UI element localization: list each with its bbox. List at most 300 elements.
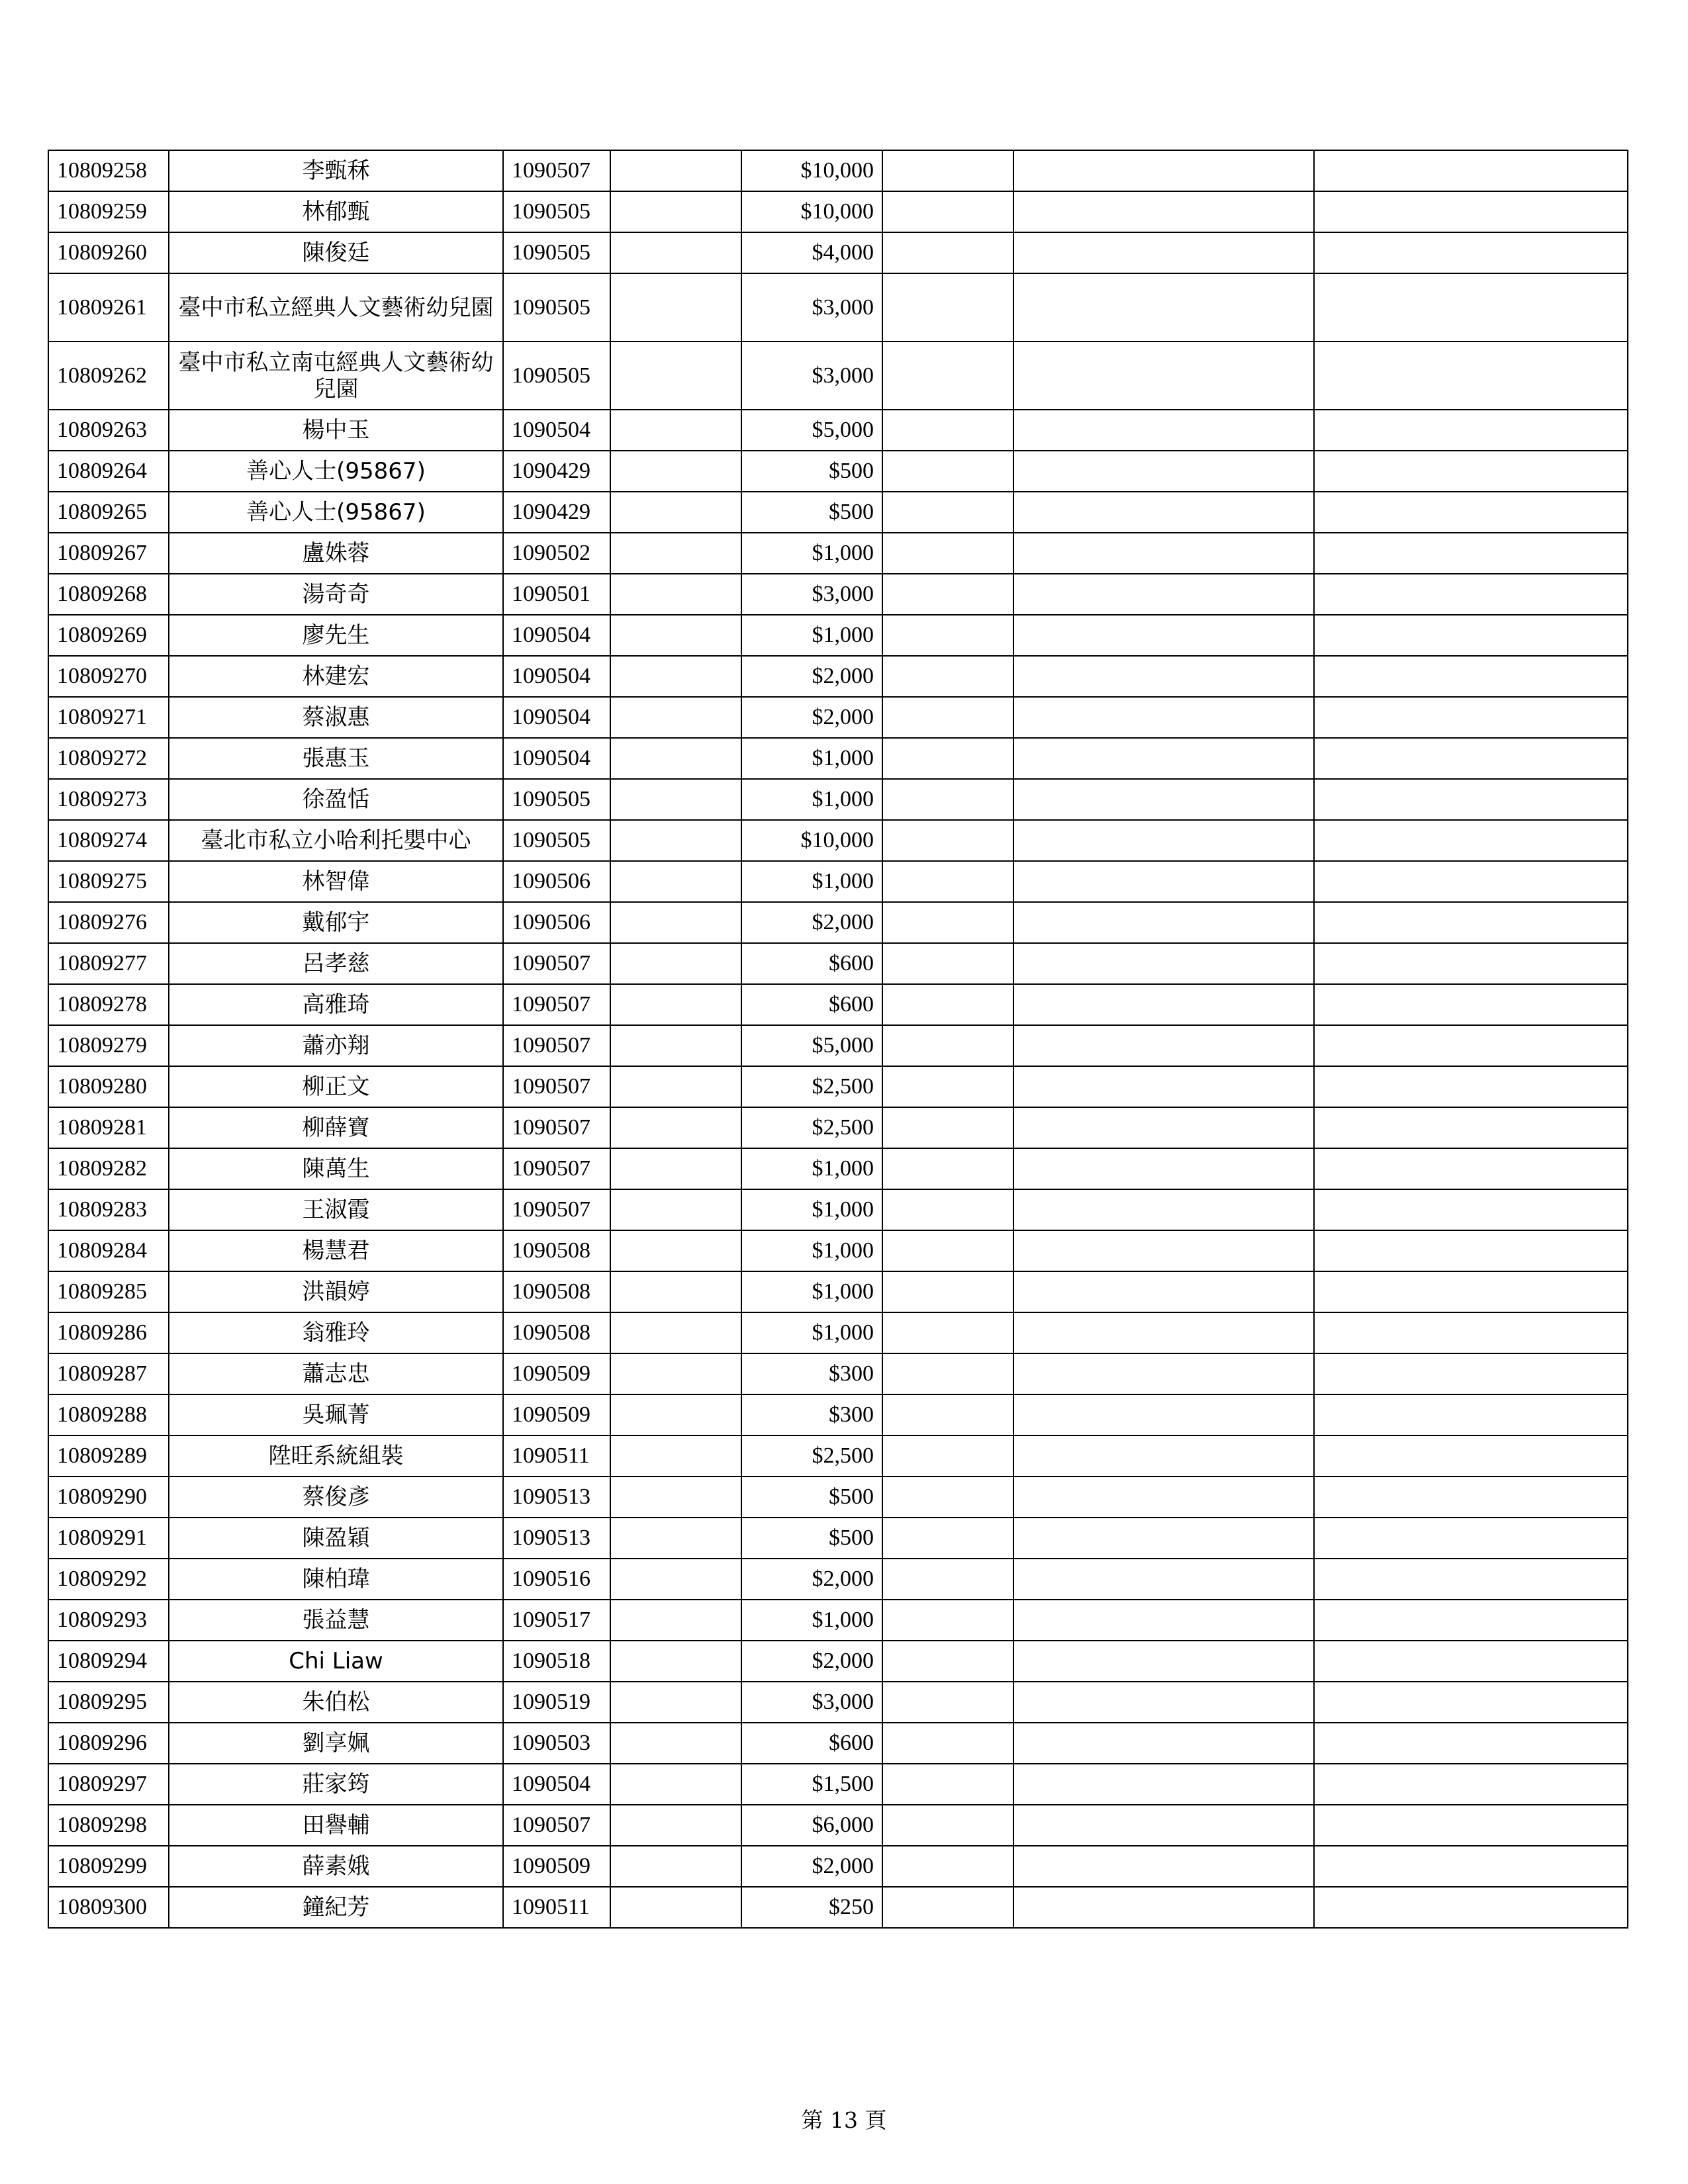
- amount-cell: $2,000: [741, 697, 882, 738]
- id-cell: 10809283: [48, 1189, 169, 1230]
- name-cell: 臺中市私立經典人文藝術幼兒園: [169, 273, 503, 341]
- empty-cell-c: [1013, 738, 1314, 779]
- name-cell: 張惠玉: [169, 738, 503, 779]
- table-row: [48, 1353, 1628, 1394]
- empty-cell-c: [1013, 779, 1314, 820]
- empty-cell-b: [882, 1107, 1013, 1148]
- empty-cell-b: [882, 341, 1013, 410]
- table-row: [48, 191, 1628, 232]
- empty-cell-c: [1013, 341, 1314, 410]
- empty-cell-d: [1314, 779, 1628, 820]
- empty-cell-d: [1314, 1723, 1628, 1764]
- empty-cell-b: [882, 1846, 1013, 1887]
- empty-cell-a: [610, 1846, 741, 1887]
- ledger-body: [48, 150, 1628, 1928]
- id-cell: 10809281: [48, 1107, 169, 1148]
- table-row: [48, 1025, 1628, 1066]
- amount-cell: $1,000: [741, 1312, 882, 1353]
- empty-cell-d: [1314, 451, 1628, 492]
- empty-cell-c: [1013, 492, 1314, 533]
- name-cell: 湯奇奇: [169, 574, 503, 615]
- id-cell: 10809278: [48, 984, 169, 1025]
- empty-cell-c: [1013, 1887, 1314, 1928]
- amount-cell: $1,000: [741, 1230, 882, 1271]
- table-row: [48, 1600, 1628, 1641]
- empty-cell-c: [1013, 1271, 1314, 1312]
- date-cell: 1090517: [503, 1600, 610, 1641]
- empty-cell-b: [882, 1312, 1013, 1353]
- amount-cell: $1,000: [741, 1148, 882, 1189]
- empty-cell-a: [610, 451, 741, 492]
- date-cell: 1090506: [503, 861, 610, 902]
- empty-cell-a: [610, 1148, 741, 1189]
- empty-cell-c: [1013, 984, 1314, 1025]
- table-row: [48, 1107, 1628, 1148]
- amount-cell: $500: [741, 1518, 882, 1559]
- table-row: [48, 984, 1628, 1025]
- amount-cell: $6,000: [741, 1805, 882, 1846]
- empty-cell-d: [1314, 410, 1628, 451]
- empty-cell-a: [610, 1764, 741, 1805]
- amount-cell: $2,000: [741, 1846, 882, 1887]
- date-cell: 1090509: [503, 1846, 610, 1887]
- name-cell: 洪韻婷: [169, 1271, 503, 1312]
- empty-cell-a: [610, 861, 741, 902]
- empty-cell-a: [610, 1641, 741, 1682]
- empty-cell-a: [610, 1723, 741, 1764]
- empty-cell-d: [1314, 1887, 1628, 1928]
- id-cell: 10809264: [48, 451, 169, 492]
- empty-cell-d: [1314, 1641, 1628, 1682]
- table-row: [48, 1189, 1628, 1230]
- table-row: [48, 1148, 1628, 1189]
- date-cell: 1090504: [503, 410, 610, 451]
- table-row: [48, 738, 1628, 779]
- empty-cell-c: [1013, 1025, 1314, 1066]
- amount-cell: $10,000: [741, 150, 882, 191]
- empty-cell-b: [882, 1394, 1013, 1435]
- amount-cell: $2,000: [741, 902, 882, 943]
- date-cell: 1090429: [503, 451, 610, 492]
- date-cell: 1090511: [503, 1887, 610, 1928]
- id-cell: 10809292: [48, 1559, 169, 1600]
- table-row: [48, 451, 1628, 492]
- name-cell: 林郁甄: [169, 191, 503, 232]
- id-cell: 10809258: [48, 150, 169, 191]
- name-cell: 田譽輔: [169, 1805, 503, 1846]
- date-cell: 1090507: [503, 1189, 610, 1230]
- empty-cell-d: [1314, 150, 1628, 191]
- name-cell: 楊中玉: [169, 410, 503, 451]
- table-row: [48, 1641, 1628, 1682]
- date-cell: 1090507: [503, 984, 610, 1025]
- table-row: [48, 1435, 1628, 1477]
- empty-cell-d: [1314, 1107, 1628, 1148]
- name-cell: 翁雅玲: [169, 1312, 503, 1353]
- id-cell: 10809280: [48, 1066, 169, 1107]
- amount-cell: $1,000: [741, 615, 882, 656]
- amount-cell: $1,000: [741, 738, 882, 779]
- date-cell: 1090508: [503, 1312, 610, 1353]
- empty-cell-b: [882, 1477, 1013, 1518]
- empty-cell-a: [610, 492, 741, 533]
- table-row: [48, 1805, 1628, 1846]
- empty-cell-d: [1314, 943, 1628, 984]
- amount-cell: $1,000: [741, 1271, 882, 1312]
- empty-cell-b: [882, 779, 1013, 820]
- empty-cell-c: [1013, 1066, 1314, 1107]
- empty-cell-d: [1314, 820, 1628, 861]
- empty-cell-b: [882, 738, 1013, 779]
- amount-cell: $5,000: [741, 1025, 882, 1066]
- date-cell: 1090504: [503, 615, 610, 656]
- date-cell: 1090506: [503, 902, 610, 943]
- empty-cell-a: [610, 1887, 741, 1928]
- empty-cell-d: [1314, 1518, 1628, 1559]
- empty-cell-d: [1314, 1312, 1628, 1353]
- empty-cell-a: [610, 1353, 741, 1394]
- empty-cell-b: [882, 1723, 1013, 1764]
- amount-cell: $2,000: [741, 1641, 882, 1682]
- date-cell: 1090504: [503, 738, 610, 779]
- id-cell: 10809259: [48, 191, 169, 232]
- empty-cell-d: [1314, 861, 1628, 902]
- table-row: [48, 1271, 1628, 1312]
- empty-cell-c: [1013, 1189, 1314, 1230]
- amount-cell: $500: [741, 492, 882, 533]
- table-row: [48, 273, 1628, 341]
- table-row: [48, 492, 1628, 533]
- name-cell: 柳薛寶: [169, 1107, 503, 1148]
- empty-cell-a: [610, 738, 741, 779]
- date-cell: 1090516: [503, 1559, 610, 1600]
- name-cell: 臺北市私立小哈利托嬰中心: [169, 820, 503, 861]
- table-row: [48, 232, 1628, 273]
- empty-cell-b: [882, 1887, 1013, 1928]
- empty-cell-d: [1314, 1559, 1628, 1600]
- id-cell: 10809267: [48, 533, 169, 574]
- empty-cell-b: [882, 615, 1013, 656]
- id-cell: 10809274: [48, 820, 169, 861]
- table-row: [48, 861, 1628, 902]
- name-cell: 陳俊廷: [169, 232, 503, 273]
- id-cell: 10809284: [48, 1230, 169, 1271]
- date-cell: 1090507: [503, 1805, 610, 1846]
- table-row: [48, 1559, 1628, 1600]
- empty-cell-c: [1013, 1435, 1314, 1477]
- empty-cell-c: [1013, 1846, 1314, 1887]
- empty-cell-d: [1314, 1148, 1628, 1189]
- empty-cell-a: [610, 1312, 741, 1353]
- amount-cell: $4,000: [741, 232, 882, 273]
- date-cell: 1090519: [503, 1682, 610, 1723]
- table-row: [48, 820, 1628, 861]
- empty-cell-a: [610, 1025, 741, 1066]
- amount-cell: $600: [741, 984, 882, 1025]
- empty-cell-a: [610, 1559, 741, 1600]
- empty-cell-b: [882, 1066, 1013, 1107]
- id-cell: 10809288: [48, 1394, 169, 1435]
- empty-cell-d: [1314, 1477, 1628, 1518]
- date-cell: 1090507: [503, 1148, 610, 1189]
- table-row: [48, 410, 1628, 451]
- date-cell: 1090508: [503, 1230, 610, 1271]
- amount-cell: $300: [741, 1353, 882, 1394]
- empty-cell-b: [882, 902, 1013, 943]
- empty-cell-b: [882, 1764, 1013, 1805]
- amount-cell: $3,000: [741, 341, 882, 410]
- id-cell: 10809277: [48, 943, 169, 984]
- id-cell: 10809285: [48, 1271, 169, 1312]
- empty-cell-b: [882, 232, 1013, 273]
- name-cell: 林智偉: [169, 861, 503, 902]
- empty-cell-b: [882, 1353, 1013, 1394]
- table-row: [48, 150, 1628, 191]
- date-cell: 1090429: [503, 492, 610, 533]
- table-row: [48, 1764, 1628, 1805]
- empty-cell-a: [610, 191, 741, 232]
- name-cell: 鐘紀芳: [169, 1887, 503, 1928]
- id-cell: 10809265: [48, 492, 169, 533]
- id-cell: 10809268: [48, 574, 169, 615]
- empty-cell-a: [610, 1805, 741, 1846]
- empty-cell-a: [610, 943, 741, 984]
- empty-cell-b: [882, 984, 1013, 1025]
- id-cell: 10809276: [48, 902, 169, 943]
- empty-cell-c: [1013, 273, 1314, 341]
- empty-cell-a: [610, 410, 741, 451]
- empty-cell-c: [1013, 191, 1314, 232]
- id-cell: 10809293: [48, 1600, 169, 1641]
- amount-cell: $500: [741, 1477, 882, 1518]
- empty-cell-b: [882, 1435, 1013, 1477]
- date-cell: 1090504: [503, 1764, 610, 1805]
- empty-cell-a: [610, 820, 741, 861]
- empty-cell-d: [1314, 191, 1628, 232]
- id-cell: 10809269: [48, 615, 169, 656]
- amount-cell: $1,000: [741, 1189, 882, 1230]
- empty-cell-c: [1013, 1805, 1314, 1846]
- empty-cell-a: [610, 1394, 741, 1435]
- donation-ledger-sheet: [48, 150, 1627, 1929]
- empty-cell-c: [1013, 1230, 1314, 1271]
- table-row: [48, 656, 1628, 697]
- empty-cell-d: [1314, 1682, 1628, 1723]
- name-cell: 陞旺系統組裝: [169, 1435, 503, 1477]
- empty-cell-a: [610, 533, 741, 574]
- empty-cell-b: [882, 861, 1013, 902]
- empty-cell-a: [610, 902, 741, 943]
- empty-cell-d: [1314, 1600, 1628, 1641]
- date-cell: 1090505: [503, 191, 610, 232]
- table-row: [48, 1477, 1628, 1518]
- date-cell: 1090505: [503, 779, 610, 820]
- empty-cell-d: [1314, 697, 1628, 738]
- table-row: [48, 1230, 1628, 1271]
- empty-cell-a: [610, 150, 741, 191]
- empty-cell-b: [882, 451, 1013, 492]
- empty-cell-c: [1013, 451, 1314, 492]
- empty-cell-d: [1314, 1435, 1628, 1477]
- amount-cell: $1,000: [741, 1600, 882, 1641]
- name-cell: 劉享姵: [169, 1723, 503, 1764]
- name-cell: 廖先生: [169, 615, 503, 656]
- name-cell: Chi Liaw: [169, 1641, 503, 1682]
- empty-cell-a: [610, 984, 741, 1025]
- amount-cell: $1,000: [741, 533, 882, 574]
- empty-cell-d: [1314, 1189, 1628, 1230]
- id-cell: 10809289: [48, 1435, 169, 1477]
- empty-cell-d: [1314, 341, 1628, 410]
- empty-cell-d: [1314, 615, 1628, 656]
- empty-cell-a: [610, 232, 741, 273]
- amount-cell: $3,000: [741, 1682, 882, 1723]
- empty-cell-a: [610, 1271, 741, 1312]
- empty-cell-a: [610, 1477, 741, 1518]
- empty-cell-c: [1013, 1394, 1314, 1435]
- id-cell: 10809262: [48, 341, 169, 410]
- empty-cell-a: [610, 1518, 741, 1559]
- id-cell: 10809263: [48, 410, 169, 451]
- table-row: [48, 943, 1628, 984]
- empty-cell-c: [1013, 150, 1314, 191]
- id-cell: 10809296: [48, 1723, 169, 1764]
- empty-cell-a: [610, 656, 741, 697]
- empty-cell-a: [610, 574, 741, 615]
- empty-cell-c: [1013, 1107, 1314, 1148]
- empty-cell-b: [882, 1559, 1013, 1600]
- table-row: [48, 1846, 1628, 1887]
- empty-cell-c: [1013, 820, 1314, 861]
- empty-cell-a: [610, 615, 741, 656]
- empty-cell-a: [610, 697, 741, 738]
- date-cell: 1090502: [503, 533, 610, 574]
- amount-cell: $10,000: [741, 191, 882, 232]
- empty-cell-c: [1013, 943, 1314, 984]
- table-row: [48, 615, 1628, 656]
- name-cell: 陳柏瑋: [169, 1559, 503, 1600]
- amount-cell: $10,000: [741, 820, 882, 861]
- table-row: [48, 1887, 1628, 1928]
- name-cell: 柳正文: [169, 1066, 503, 1107]
- empty-cell-b: [882, 1148, 1013, 1189]
- name-cell: 呂孝慈: [169, 943, 503, 984]
- amount-cell: $2,500: [741, 1435, 882, 1477]
- name-cell: 高雅琦: [169, 984, 503, 1025]
- name-cell: 陳萬生: [169, 1148, 503, 1189]
- id-cell: 10809295: [48, 1682, 169, 1723]
- amount-cell: $2,000: [741, 1559, 882, 1600]
- empty-cell-b: [882, 150, 1013, 191]
- table-row: [48, 1066, 1628, 1107]
- empty-cell-a: [610, 1066, 741, 1107]
- empty-cell-d: [1314, 984, 1628, 1025]
- amount-cell: $600: [741, 1723, 882, 1764]
- amount-cell: $1,000: [741, 779, 882, 820]
- empty-cell-c: [1013, 1600, 1314, 1641]
- empty-cell-d: [1314, 273, 1628, 341]
- empty-cell-d: [1314, 574, 1628, 615]
- empty-cell-d: [1314, 533, 1628, 574]
- empty-cell-d: [1314, 1025, 1628, 1066]
- id-cell: 10809270: [48, 656, 169, 697]
- empty-cell-d: [1314, 1230, 1628, 1271]
- name-cell: 王淑霞: [169, 1189, 503, 1230]
- empty-cell-d: [1314, 1066, 1628, 1107]
- id-cell: 10809294: [48, 1641, 169, 1682]
- id-cell: 10809272: [48, 738, 169, 779]
- amount-cell: $300: [741, 1394, 882, 1435]
- empty-cell-a: [610, 1682, 741, 1723]
- id-cell: 10809282: [48, 1148, 169, 1189]
- donation-ledger-table: [48, 150, 1628, 1929]
- date-cell: 1090503: [503, 1723, 610, 1764]
- amount-cell: $1,500: [741, 1764, 882, 1805]
- empty-cell-b: [882, 1271, 1013, 1312]
- amount-cell: $2,500: [741, 1107, 882, 1148]
- name-cell: 吳珮菁: [169, 1394, 503, 1435]
- name-cell: 陳盈穎: [169, 1518, 503, 1559]
- id-cell: 10809290: [48, 1477, 169, 1518]
- date-cell: 1090504: [503, 697, 610, 738]
- empty-cell-b: [882, 943, 1013, 984]
- name-cell: 蕭亦翔: [169, 1025, 503, 1066]
- date-cell: 1090509: [503, 1353, 610, 1394]
- name-cell: 蔡淑惠: [169, 697, 503, 738]
- empty-cell-c: [1013, 1723, 1314, 1764]
- empty-cell-c: [1013, 1518, 1314, 1559]
- date-cell: 1090505: [503, 232, 610, 273]
- empty-cell-c: [1013, 1353, 1314, 1394]
- id-cell: 10809287: [48, 1353, 169, 1394]
- empty-cell-c: [1013, 697, 1314, 738]
- empty-cell-d: [1314, 1271, 1628, 1312]
- empty-cell-b: [882, 1805, 1013, 1846]
- id-cell: 10809300: [48, 1887, 169, 1928]
- date-cell: 1090507: [503, 1025, 610, 1066]
- name-cell: 張益慧: [169, 1600, 503, 1641]
- amount-cell: $2,500: [741, 1066, 882, 1107]
- table-row: [48, 697, 1628, 738]
- id-cell: 10809261: [48, 273, 169, 341]
- amount-cell: $1,000: [741, 861, 882, 902]
- empty-cell-b: [882, 697, 1013, 738]
- empty-cell-b: [882, 533, 1013, 574]
- amount-cell: $600: [741, 943, 882, 984]
- id-cell: 10809273: [48, 779, 169, 820]
- empty-cell-c: [1013, 1148, 1314, 1189]
- amount-cell: $250: [741, 1887, 882, 1928]
- amount-cell: $5,000: [741, 410, 882, 451]
- empty-cell-a: [610, 1435, 741, 1477]
- empty-cell-b: [882, 410, 1013, 451]
- date-cell: 1090505: [503, 341, 610, 410]
- empty-cell-c: [1013, 861, 1314, 902]
- date-cell: 1090507: [503, 943, 610, 984]
- name-cell: 蕭志忠: [169, 1353, 503, 1394]
- name-cell: 徐盈恬: [169, 779, 503, 820]
- date-cell: 1090507: [503, 1066, 610, 1107]
- empty-cell-a: [610, 273, 741, 341]
- date-cell: 1090507: [503, 1107, 610, 1148]
- empty-cell-b: [882, 191, 1013, 232]
- table-row: [48, 1312, 1628, 1353]
- table-row: [48, 779, 1628, 820]
- empty-cell-a: [610, 779, 741, 820]
- empty-cell-b: [882, 1518, 1013, 1559]
- name-cell: 朱伯松: [169, 1682, 503, 1723]
- empty-cell-c: [1013, 574, 1314, 615]
